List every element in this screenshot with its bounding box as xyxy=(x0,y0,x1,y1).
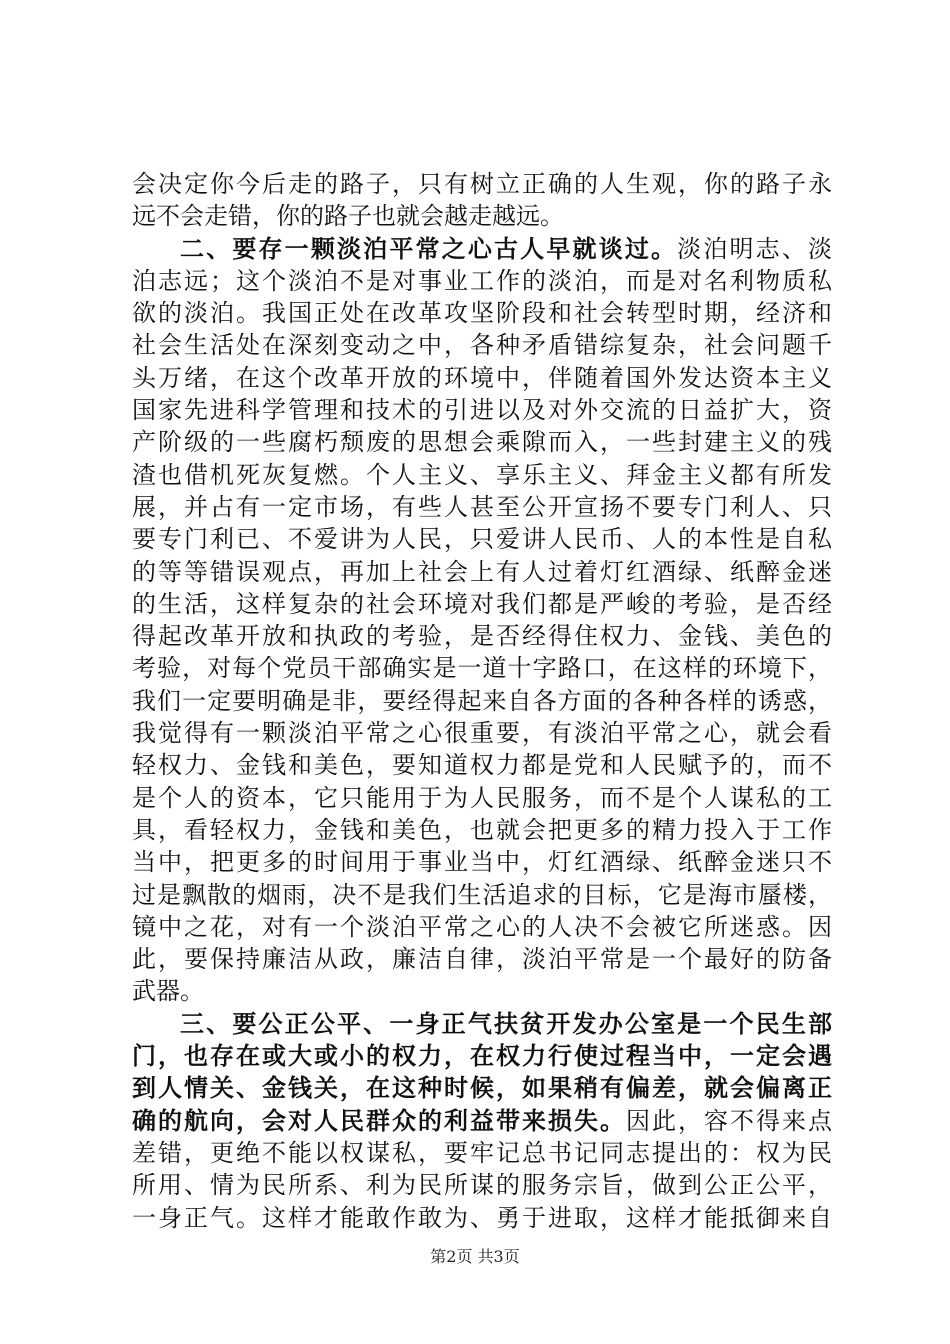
text-line: 欲的淡泊。我国正处在改革攻坚阶段和社会转型时期，经济和 xyxy=(132,299,832,328)
text-line: 所用、情为民所系、利为民所谋的服务宗旨，做到公正公平， xyxy=(132,1171,832,1200)
text-line: 此，要保持廉洁从政，廉洁自律，淡泊平常是一个最好的防备 xyxy=(132,945,832,974)
text-line: 轻权力、金钱和美色，要知道权力都是党和人民赋予的，而不 xyxy=(132,751,832,780)
text-line xyxy=(132,1105,832,1137)
text-line: 得起改革开放和执政的考验，是否经得住权力、金钱、美色的 xyxy=(132,622,832,651)
text-line: 泊志远；这个淡泊不是对事业工作的淡泊，而是对名利物质私 xyxy=(132,266,832,295)
text-span: 因此，容不得来点 xyxy=(626,1106,832,1135)
paragraph-2 xyxy=(132,233,832,1008)
text-line: 头万绪，在这个改革开放的环境中，伴随着国外发达资本主义 xyxy=(132,363,832,392)
text-line: 镜中之花，对有一个淡泊平常之心的人决不会被它所迷惑。因 xyxy=(132,912,832,941)
text-line: 过是飘散的烟雨，决不是我们生活追求的目标，它是海市蜃楼， xyxy=(132,880,832,909)
text-line: 我们一定要明确是非，要经得起来自各方面的各种各样的诱惑， xyxy=(132,686,832,715)
text-line: 的等等错误观点，再加上社会上有人过着灯红酒绿、纸醉金迷 xyxy=(132,557,832,586)
section-heading: 二、要存一颗淡泊平常之心古人早就谈过。 xyxy=(180,233,678,263)
paragraph-3 xyxy=(132,1008,832,1234)
text-line: 当中，把更多的时间用于事业当中，灯红酒绿、纸醉金迷只不 xyxy=(132,848,832,877)
text-line: 是个人的资本，它只能用于为人民服务，而不是个人谋私的工 xyxy=(132,783,832,812)
text-line: 我觉得有一颗淡泊平常之心很重要，有淡泊平常之心，就会看 xyxy=(132,719,832,748)
text-line: 产阶级的一些腐朽颓废的思想会乘隙而入，一些封建主义的残 xyxy=(132,428,832,457)
text-line: 一身正气。这样才能敢作敢为、勇于进取，这样才能抵御来自 xyxy=(132,1203,832,1232)
document-body xyxy=(132,168,832,1234)
paragraph-1 xyxy=(132,168,832,233)
text-line: 展，并占有一定市场，有些人甚至公开宣扬不要专门利人、只 xyxy=(132,492,832,521)
section-heading-line: 到人情关、金钱关，在这种时候，如果稍有偏差，就会偏离正 xyxy=(132,1073,832,1103)
text-line: 差错，更绝不能以权谋私，要牢记总书记同志提出的：权为民 xyxy=(132,1138,832,1167)
text-line: 具，看轻权力，金钱和美色，也就会把更多的精力投入于工作 xyxy=(132,815,832,844)
text-span: 淡泊明志、淡 xyxy=(677,234,832,263)
text-line: 社会生活处在深刻变动之中，各种矛盾错综复杂，社会问题千 xyxy=(132,331,832,360)
section-heading-line: 三、要公正公平、一身正气扶贫开发办公室是一个民生部 xyxy=(180,1008,832,1038)
text-line xyxy=(132,233,832,265)
text-line: 的生活，这样复杂的社会环境对我们都是严峻的考验，是否经 xyxy=(132,589,832,618)
text-line: 考验，对每个党员干部确实是一道十字路口，在这样的环境下， xyxy=(132,654,832,683)
text-line: 要专门利已、不爱讲为人民，只爱讲人民币、人的本性是自私 xyxy=(132,525,832,554)
section-heading-line: 门，也存在或大或小的权力，在权力行使过程当中，一定会遇 xyxy=(132,1041,832,1071)
text-line: 远不会走错，你的路子也就会越走越远。 xyxy=(132,202,564,231)
text-line: 会决定你今后走的路子，只有树立正确的人生观，你的路子永 xyxy=(132,170,832,198)
section-heading-tail: 确的航向，会对人民群众的利益带来损失。 xyxy=(132,1105,626,1135)
page-number-footer: 第2页 共3页 xyxy=(430,1247,520,1266)
text-line: 武器。 xyxy=(132,977,204,1006)
text-line: 国家先进科学管理和技术的引进以及对外交流的日益扩大，资 xyxy=(132,396,832,425)
text-line: 渣也借机死灰复燃。个人主义、享乐主义、拜金主义都有所发 xyxy=(132,460,832,489)
